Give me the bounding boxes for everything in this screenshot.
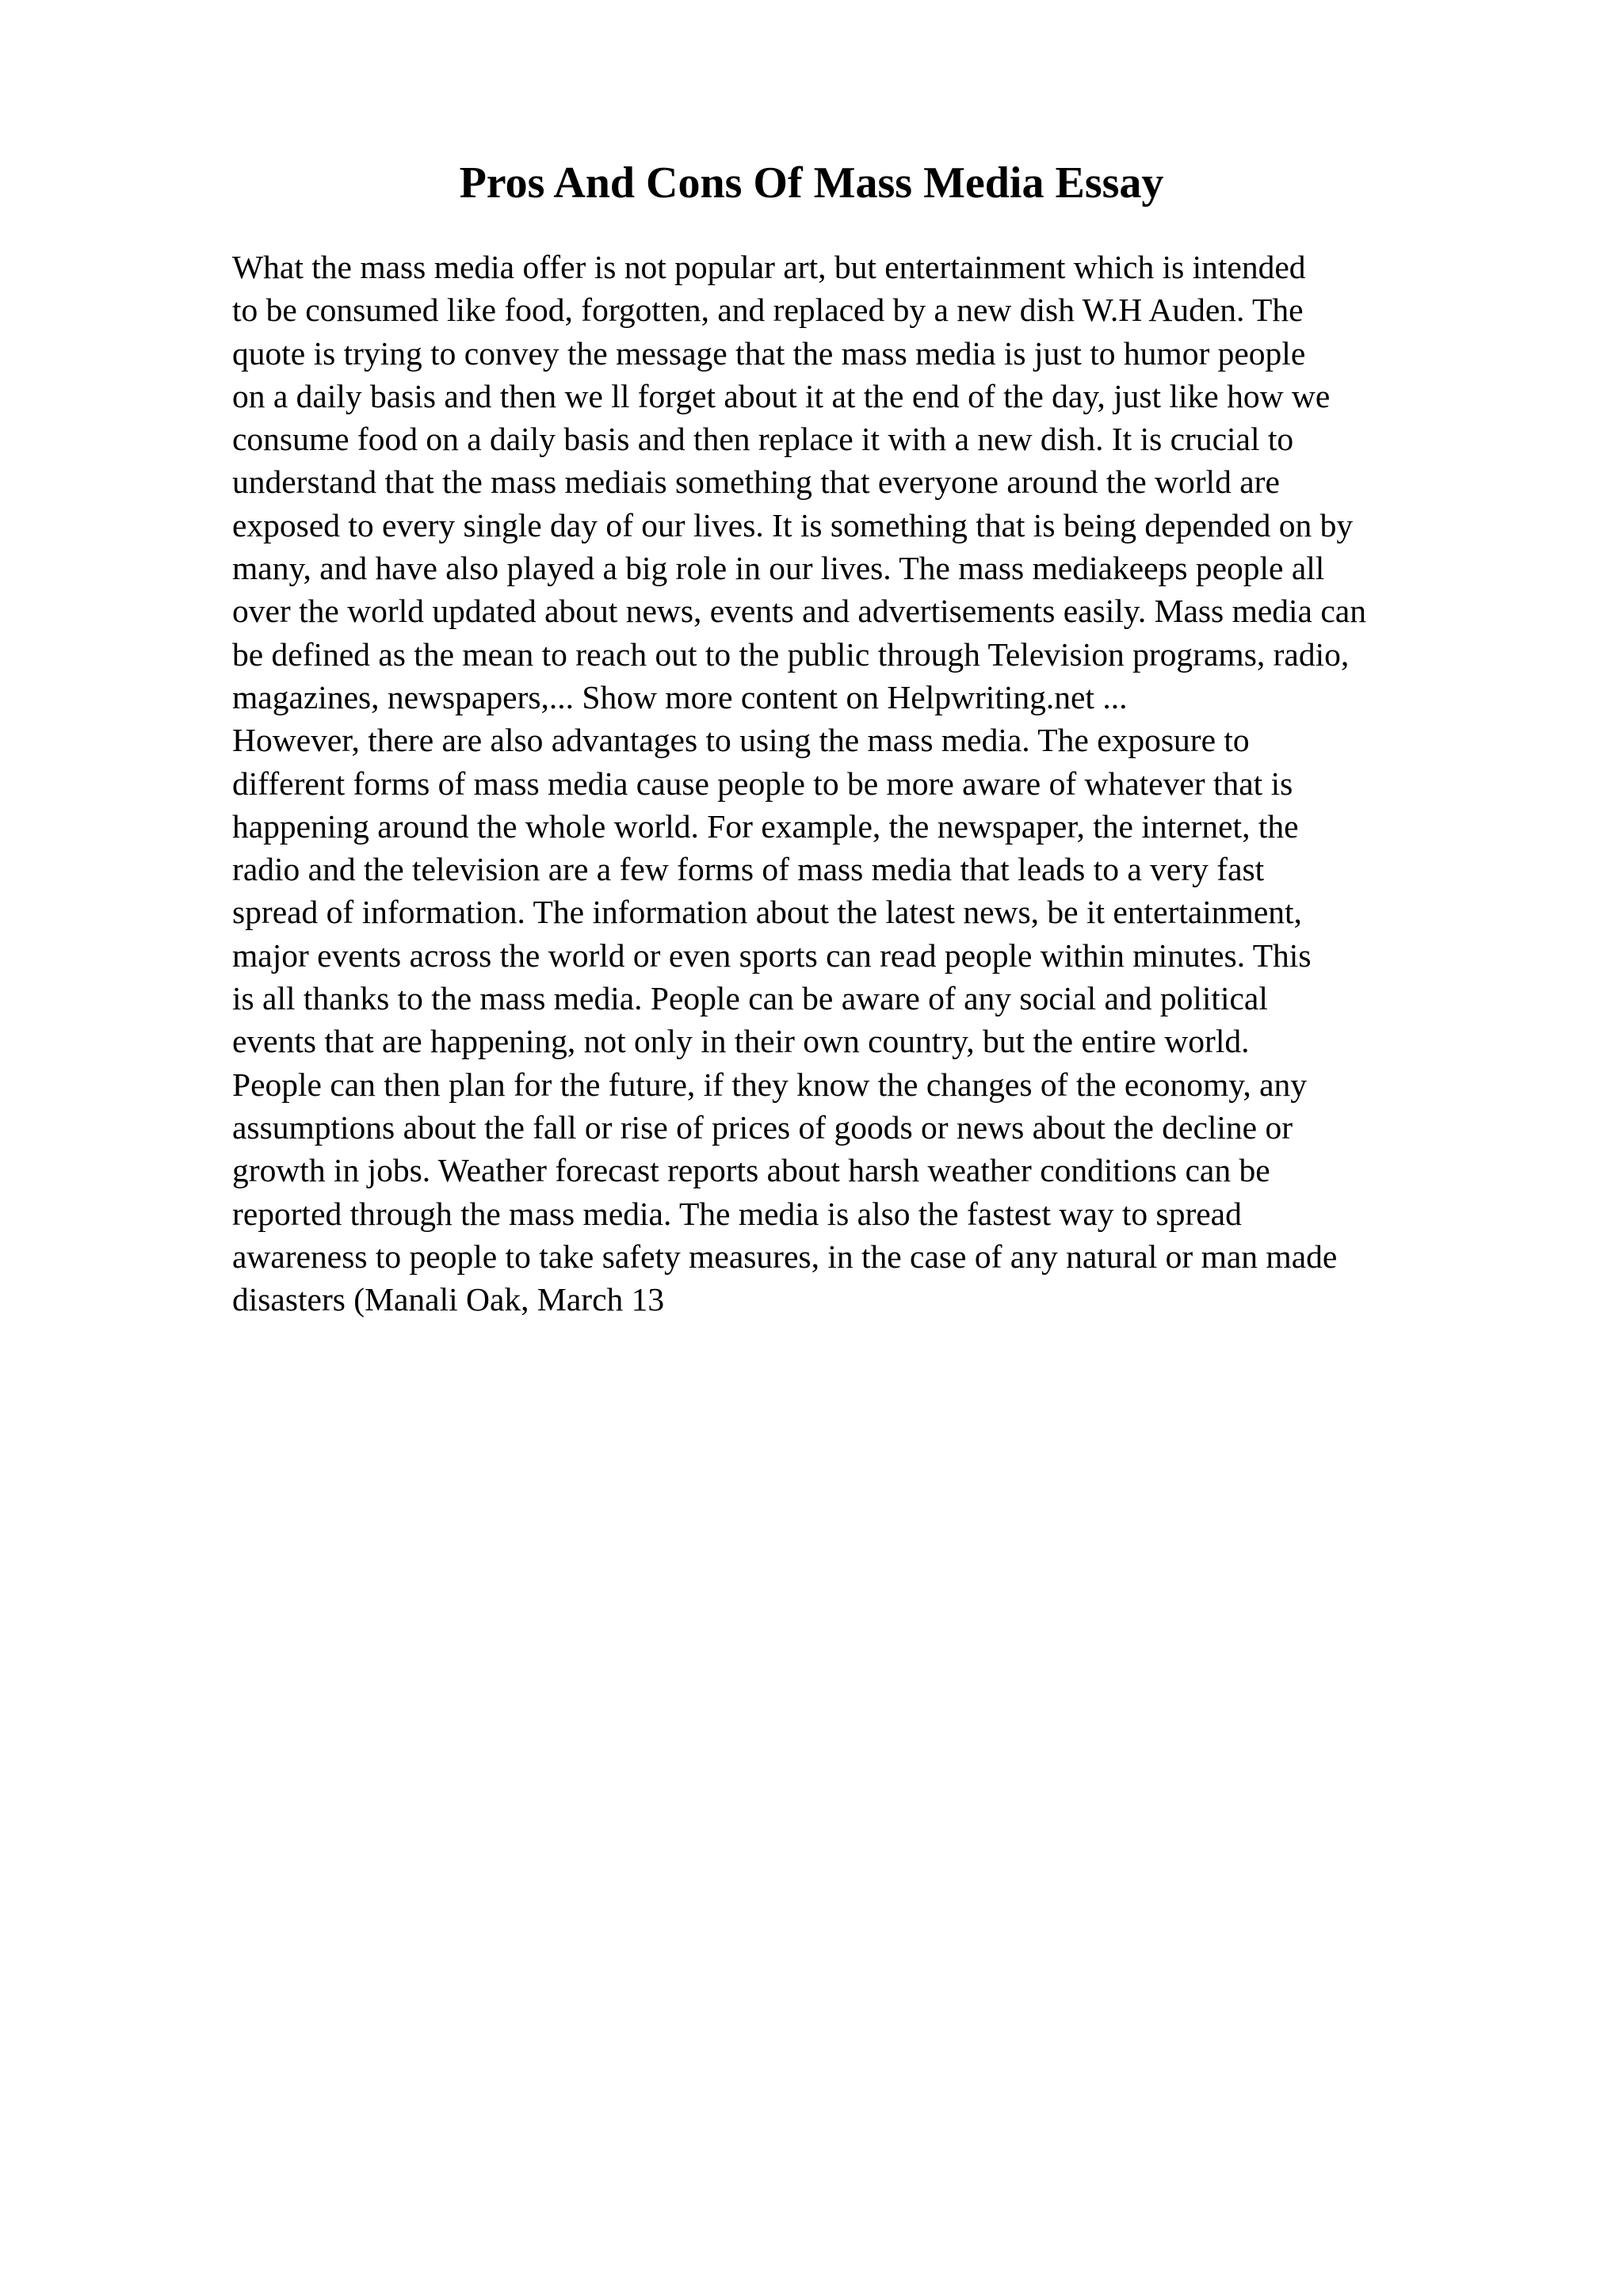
essay-line: growth in jobs. Weather forecast reports about harsh weather conditions can be	[232, 1152, 1270, 1189]
essay-line: awareness to people to take safety measures, in the case of any natural or man made	[232, 1238, 1338, 1275]
essay-line: People can then plan for the future, if they know the changes of the economy, any	[232, 1066, 1307, 1103]
essay-line: consume food on a daily basis and then replace it with a new dish. It is crucial to	[232, 421, 1294, 458]
essay-line: to be consumed like food, forgotten, and replaced by a new dish W.H Auden. The	[232, 292, 1304, 329]
essay-body	[232, 246, 1611, 1321]
essay-line: What the mass media offer is not popular art, but entertainment which is intended	[232, 249, 1306, 285]
essay-line: assumptions about the fall or rise of prices of goods or news about the decline or	[232, 1108, 1293, 1146]
essay-line: radio and the television are a few forms of mass media that leads to a very fast	[232, 851, 1265, 888]
essay-line: magazines, newspapers,... Show more content on Helpwriting.net ...	[232, 678, 1128, 715]
essay-line: over the world updated about news, events and advertisements easily. Mass media can	[232, 593, 1366, 630]
essay-line: is all thanks to the mass media. People can be aware of any social and political	[232, 980, 1268, 1017]
essay-line: different forms of mass media cause people to be more aware of whatever that is	[232, 765, 1293, 802]
essay-line: events that are happening, not only in their own country, but the entire world.	[232, 1023, 1250, 1060]
essay-line: major events across the world or even sports can read people within minutes. This	[232, 936, 1312, 974]
essay-line: exposed to every single day of our lives. It is something that is being depended on by	[232, 506, 1354, 543]
essay-title: Pros And Cons Of Mass Media Essay	[459, 158, 1164, 208]
essay-line: However, there are also advantages to using the mass media. The exposure to	[232, 722, 1250, 759]
essay-line: spread of information. The information about the latest news, be it entertainment,	[232, 894, 1302, 931]
essay-line: understand that the mass mediais something that everyone around the world are	[232, 463, 1280, 501]
essay-line: be defined as the mean to reach out to the public through Television programs, radio,	[232, 635, 1350, 673]
essay-line: quote is trying to convey the message that the mass media is just to humor people	[232, 334, 1306, 372]
essay-line: on a daily basis and then we ll forget about it at the end of the day, just like how we	[232, 377, 1331, 414]
essay-line: disasters (Manali Oak, March 13	[232, 1281, 665, 1318]
essay-line: happening around the whole world. For example, the newspaper, the internet, the	[232, 807, 1299, 845]
essay-line: reported through the mass media. The media is also the fastest way to spread	[232, 1195, 1242, 1232]
essay-line: many, and have also played a big role in our lives. The mass mediakeeps people all	[232, 550, 1325, 587]
